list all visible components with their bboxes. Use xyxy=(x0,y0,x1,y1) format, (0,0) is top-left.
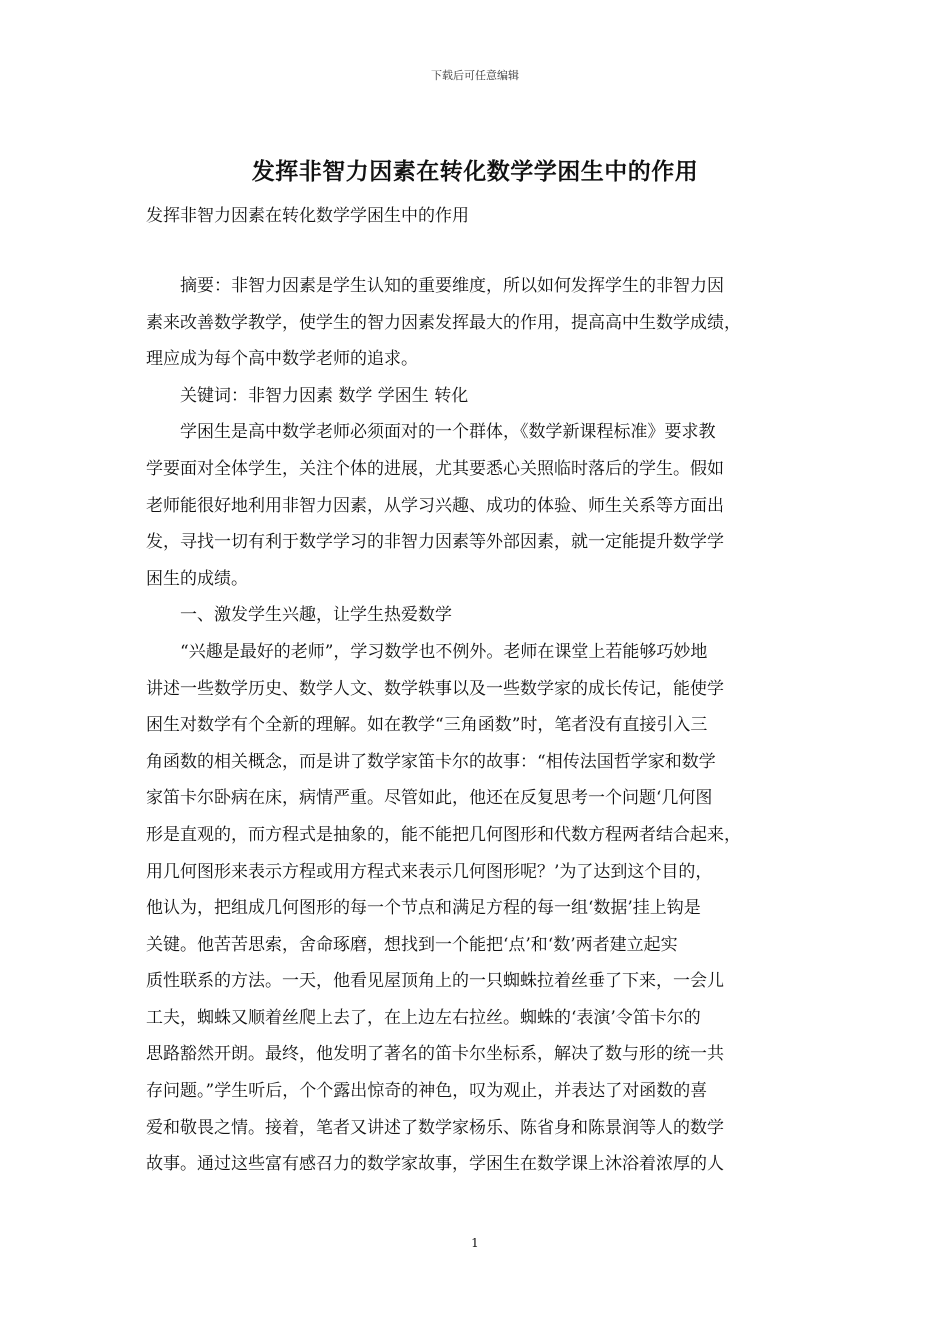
document-body xyxy=(146,268,808,1183)
header-note: 下载后可任意编辑 xyxy=(431,69,519,82)
text-line: 学要面对全体学生，关注个体的进展，尤其要悉心关照临时落后的学生。假如 xyxy=(146,458,724,479)
text-line: 摘要：非智力因素是学生认知的重要维度，所以如何发挥学生的非智力因 xyxy=(180,276,724,296)
text-line: 故事。通过这些富有感召力的数学家故事，学困生在数学课上沐浴着浓厚的人 xyxy=(146,1154,724,1175)
text-line: 思路豁然开朗。最终，他发明了著名的笛卡尔坐标系，解决了数与形的统一共 xyxy=(146,1044,724,1065)
document-subtitle: 发挥非智力因素在转化数学学困生中的作用 xyxy=(146,206,469,226)
text-line: 讲述一些数学历史、数学人文、数学轶事以及一些数学家的成长传记，能使学 xyxy=(146,678,724,699)
text-line: 素来改善数学教学，使学生的智力因素发挥最大的作用，提高高中生数学成绩， xyxy=(146,312,741,333)
text-line: 他认为，把组成几何图形的每一个节点和满足方程的每一组‘数据’挂上钩是 xyxy=(146,898,701,919)
page-number: 1 xyxy=(471,1236,479,1250)
document-title: 发挥非智力因素在转化数学学困生中的作用 xyxy=(251,158,699,185)
text-line: 关键词：非智力因素 数学 学困生 转化 xyxy=(180,385,469,406)
text-line: 一、激发学生兴趣，让学生热爱数学 xyxy=(180,605,452,626)
text-line: 发，寻找一切有利于数学学习的非智力因素等外部因素，就一定能提升数学学 xyxy=(146,532,724,553)
text-line: 学困生是高中数学老师必须面对的一个群体，《数学新课程标准》要求教 xyxy=(180,422,716,443)
text-line: 困生的成绩。 xyxy=(146,568,248,589)
text-line: 关键。他苦苦思索，舍命琢磨，想找到一个能把‘点’和‘数’两者建立起实 xyxy=(146,934,678,955)
text-line: 工夫，蜘蛛又顺着丝爬上去了，在上边左右拉丝。蜘蛛的‘表演’令笛卡尔的 xyxy=(146,1007,701,1028)
text-line: 困生对数学有个全新的理解。如在教学“三角函数”时，笔者没有直接引入三 xyxy=(146,715,708,736)
text-line: 家笛卡尔卧病在床，病情严重。尽管如此，他还在反复思考一个问题‘几何图 xyxy=(146,788,713,809)
text-line: 老师能很好地利用非智力因素，从学习兴趣、成功的体验、师生关系等方面出 xyxy=(146,495,724,516)
text-line: 爱和敬畏之情。接着，笔者又讲述了数学家杨乐、陈省身和陈景润等人的数学 xyxy=(146,1117,724,1138)
text-line: 形是直观的，而方程式是抽象的，能不能把几何图形和代数方程两者结合起来， xyxy=(146,824,741,845)
text-line: 质性联系的方法。一天，他看见屋顶角上的一只蜘蛛拉着丝垂了下来，一会儿 xyxy=(146,971,724,992)
text-line: 存问题。”学生听后，个个露出惊奇的神色，叹为观止，并表达了对函数的喜 xyxy=(146,1081,708,1102)
text-line: 角函数的相关概念，而是讲了数学家笛卡尔的故事：“相传法国哲学家和数学 xyxy=(146,751,716,772)
text-line: 用几何图形来表示方程或用方程式来表示几何图形呢？’为了达到这个目的， xyxy=(146,861,713,882)
text-line: “兴趣是最好的老师”，学习数学也不例外。老师在课堂上若能够巧妙地 xyxy=(180,641,708,662)
text-line: 理应成为每个高中数学老师的追求。 xyxy=(146,349,418,370)
